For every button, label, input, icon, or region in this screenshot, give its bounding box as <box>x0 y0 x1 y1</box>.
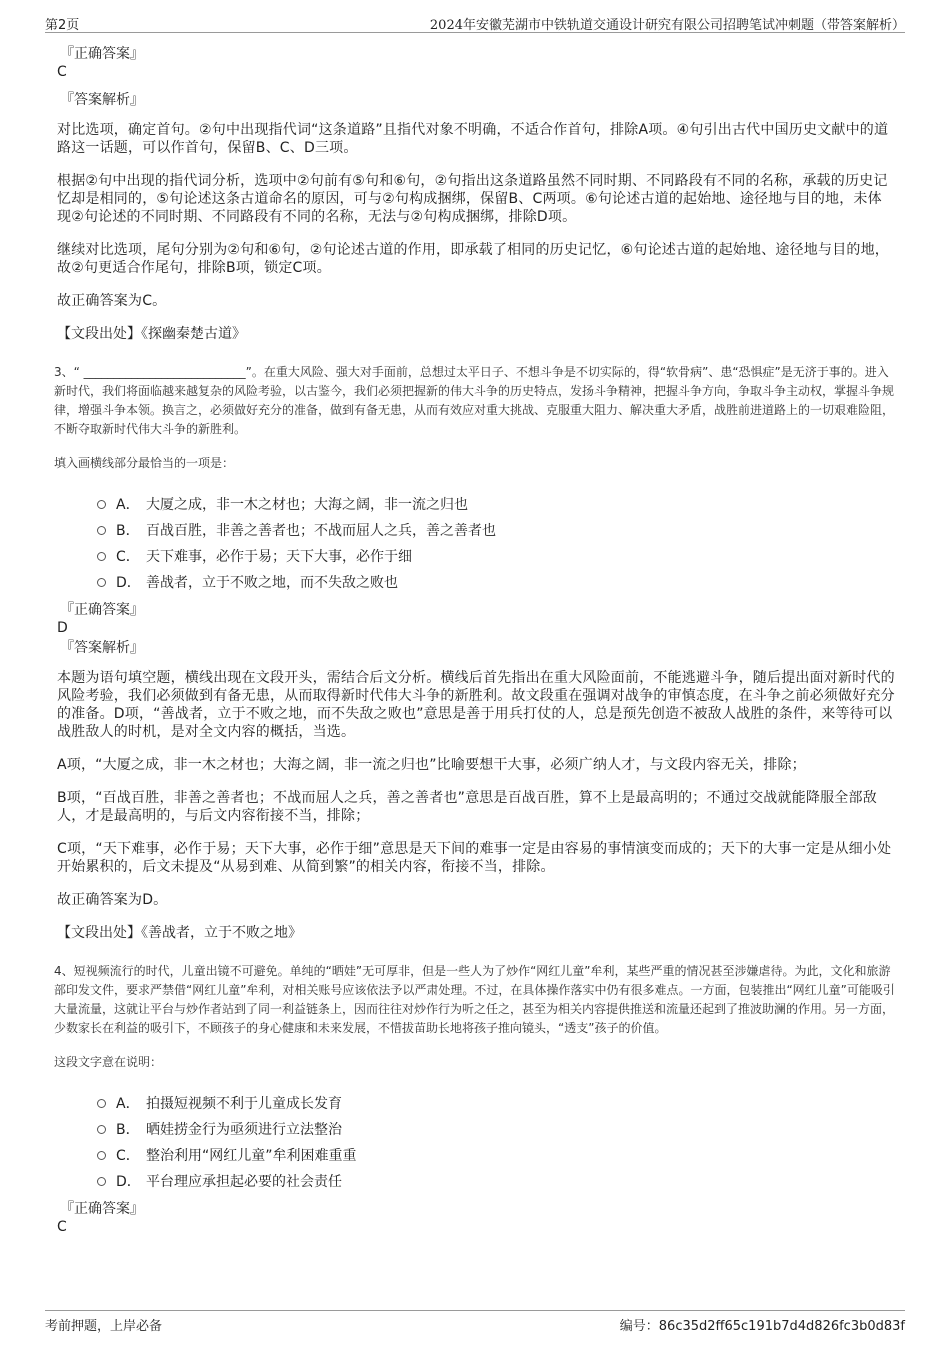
option-b[interactable] <box>97 517 895 543</box>
radio-icon[interactable] <box>97 1125 106 1134</box>
footer-slogan: 考前押题，上岸必备 <box>45 1319 163 1334</box>
correct-answer-label: 『正确答案』 <box>60 46 144 62</box>
main-content <box>54 45 895 1246</box>
option-d[interactable] <box>97 569 895 595</box>
question-prompt: 填入画横线部分最恰当的一项是： <box>54 456 235 470</box>
option-c[interactable] <box>97 543 895 569</box>
question-3 <box>54 363 895 942</box>
document-title: 2024年安徽芜湖市中铁轨道交通设计研究有限公司招聘笔试冲刺题（带答案解析） <box>429 18 905 33</box>
option-c[interactable] <box>97 1142 895 1168</box>
option-a[interactable] <box>97 491 895 517</box>
correct-answer-value: C <box>57 64 67 80</box>
page-footer <box>45 1310 905 1337</box>
option-letter: B． <box>116 1122 140 1138</box>
analysis-paragraph: B项，“百战百胜，非善之善者也；不战而屈人之兵，善之善者也”意思是百战百胜，算不上是最高明的；不通过交战就能降服全部敌人，才是最高明的，与后文内容衔接不当，排除； <box>57 790 877 824</box>
option-text: 平台理应承担起必要的社会责任 <box>146 1174 342 1190</box>
question-4 <box>54 962 895 1236</box>
question-prompt: 这段文字意在说明： <box>54 1055 163 1069</box>
option-d[interactable] <box>97 1168 895 1194</box>
option-letter: C． <box>116 1148 140 1164</box>
option-letter: B． <box>116 523 140 539</box>
option-letter: A． <box>116 1096 140 1112</box>
radio-icon[interactable] <box>97 1151 106 1160</box>
option-a[interactable] <box>97 1090 895 1116</box>
question-stem: 4、短视频流行的时代，儿童出镜不可避免。单纯的“晒娃”无可厚非，但是一些人为了炒作“网红儿童”牟利，某些严重的情况甚至涉嫌虐待。为此，文化和旅游部印发文件，要求严禁借“网红儿童”牟利，对相关账号应该依法予以严肃处理。不过，在具体操作落实中仍有很多难点。一方面，包装推出“网红儿童”可能吸引大量流量，这就让平台与炒作者站到了同一利益链条上，因而往往对炒作行为听之任之，甚至为相关内容提供推送和流量还起到了推波助澜的作用。另一方面，少数家长在利益的吸引下，不顾孩子的身心健康和未来发展，不惜拔苗助长地将孩子推向镜头，“透支”孩子的价值。 <box>54 964 895 1035</box>
analysis-paragraph: 本题为语句填空题，横线出现在文段开头，需结合后文分析。横线后首先指出在重大风险面前，不能逃避斗争，随后提出面对新时代的风险考验，我们必须做到有备无患，从而取得新时代伟大斗争的新胜利。故文段重在强调对战争的审慎态度，在斗争之前必须做好充分的准备。D项，“善战者，立于不败之地，而不失敌之败也”意思是善于用兵打仗的人，总是预先创造不被敌人战胜的条件，来等待可以战胜敌人的时机，是对全文内容的概括，当选。 <box>57 670 895 740</box>
radio-icon[interactable] <box>97 578 106 587</box>
analysis-label: 『答案解析』 <box>60 92 144 108</box>
analysis-paragraph: 继续对比选项，尾句分别为②句和⑥句，②句论述古道的作用，即承载了相同的历史记忆，⑥句论述古道的起始地、途径地与目的地，故②句更适合作尾句，排除B项，锁定C项。 <box>57 242 889 276</box>
analysis-paragraph: 对比选项，确定首句。②句中出现指代词“这条道路”且指代对象不明确，不适合作首句，排除A项。④句引出古代中国历史文献中的道路这一话题，可以作首句，保留B、C、D三项。 <box>57 122 889 156</box>
radio-icon[interactable] <box>97 552 106 561</box>
option-text: 善战者，立于不败之地，而不失敌之败也 <box>146 575 398 591</box>
question-stem: 3、“ ___________________________”。在重大风险、强大对手面前，总想过太平日子、不想斗争是不切实际的，得“软骨病”、患“恐惧症”是无济于事的。进入新时代，我们将面临越来越复杂的风险考验，以古鉴今，我们必须把握新的伟大斗争的历史特点，发扬斗争精神，把握斗争方向，争取斗争主动权，掌握斗争规律，增强斗争本领。换言之，必须做好充分的准备，做到有备无患，从而有效应对重大挑战、克服重大阻力、解决重大矛盾，战胜前进道路上的一切艰难险阻，不断夺取新时代伟大斗争的新胜利。 <box>54 365 895 436</box>
option-text: 整治利用“网红儿童”牟利困难重重 <box>146 1148 357 1164</box>
footer-id: 编号：86c35d2ff65c191b7d4d826fc3b0d83f <box>619 1319 905 1334</box>
analysis-paragraph: C项，“天下难事，必作于易；天下大事，必作于细”意思是天下间的难事一定是由容易的事情演变而成的；天下的大事一定是从细小处开始累积的，后文未提及“从易到难、从简到繁”的相关内容，衔接不当，排除。 <box>57 841 892 875</box>
correct-answer-value: D <box>57 620 68 636</box>
option-text: 天下难事，必作于易；天下大事，必作于细 <box>146 549 412 565</box>
analysis-paragraph: 故正确答案为D。 <box>57 892 168 908</box>
radio-icon[interactable] <box>97 1177 106 1186</box>
source-line <box>57 924 895 942</box>
correct-answer-value: C <box>57 1219 67 1235</box>
radio-icon[interactable] <box>97 1099 106 1108</box>
analysis-paragraph: A项，“大厦之成，非一木之材也；大海之阔，非一流之归也”比喻要想干大事，必须广纳人才，与文段内容无关，排除； <box>57 757 806 773</box>
source-label: 【文段出处】 <box>57 326 141 342</box>
option-text: 晒娃捞金行为亟须进行立法整治 <box>146 1122 342 1138</box>
options-list <box>97 1090 895 1194</box>
page-header <box>45 12 905 33</box>
analysis-paragraph: 故正确答案为C。 <box>57 293 167 309</box>
source-title: 《探幽秦楚古道》 <box>141 326 246 342</box>
source-line <box>57 325 895 343</box>
radio-icon[interactable] <box>97 500 106 509</box>
analysis-paragraph: 根据②句中出现的指代词分析，选项中②句前有⑤句和⑥句，②句指出这条道路虽然不同时期、不同路段有不同的名称，承载的历史记忆却是相同的，⑤句论述这条古道命名的原因，可与②句构成捆绑，保留B、C两项。⑥句论述古道的起始地、途径地与目的地，未体现②句论述的不同时期、不同路段有不同的名称，无法与②句构成捆绑，排除D项。 <box>57 173 888 225</box>
correct-answer-label: 『正确答案』 <box>60 602 144 618</box>
option-text: 拍摄短视频不利于儿童成长发育 <box>146 1096 342 1112</box>
page-number: 第2页 <box>45 18 80 33</box>
source-title: 《善战者，立于不败之地》 <box>141 925 302 941</box>
option-letter: D． <box>116 575 141 591</box>
source-label: 【文段出处】 <box>57 925 141 941</box>
analysis-label: 『答案解析』 <box>60 640 144 656</box>
radio-icon[interactable] <box>97 526 106 535</box>
option-b[interactable] <box>97 1116 895 1142</box>
option-text: 百战百胜，非善之善者也；不战而屈人之兵，善之善者也 <box>146 523 496 539</box>
options-list <box>97 491 895 595</box>
option-letter: A． <box>116 497 140 513</box>
option-text: 大厦之成，非一木之材也；大海之阔，非一流之归也 <box>146 497 468 513</box>
option-letter: C． <box>116 549 140 565</box>
correct-answer-label: 『正确答案』 <box>60 1201 144 1217</box>
option-letter: D． <box>116 1174 141 1190</box>
q2-answer-block <box>57 45 895 343</box>
